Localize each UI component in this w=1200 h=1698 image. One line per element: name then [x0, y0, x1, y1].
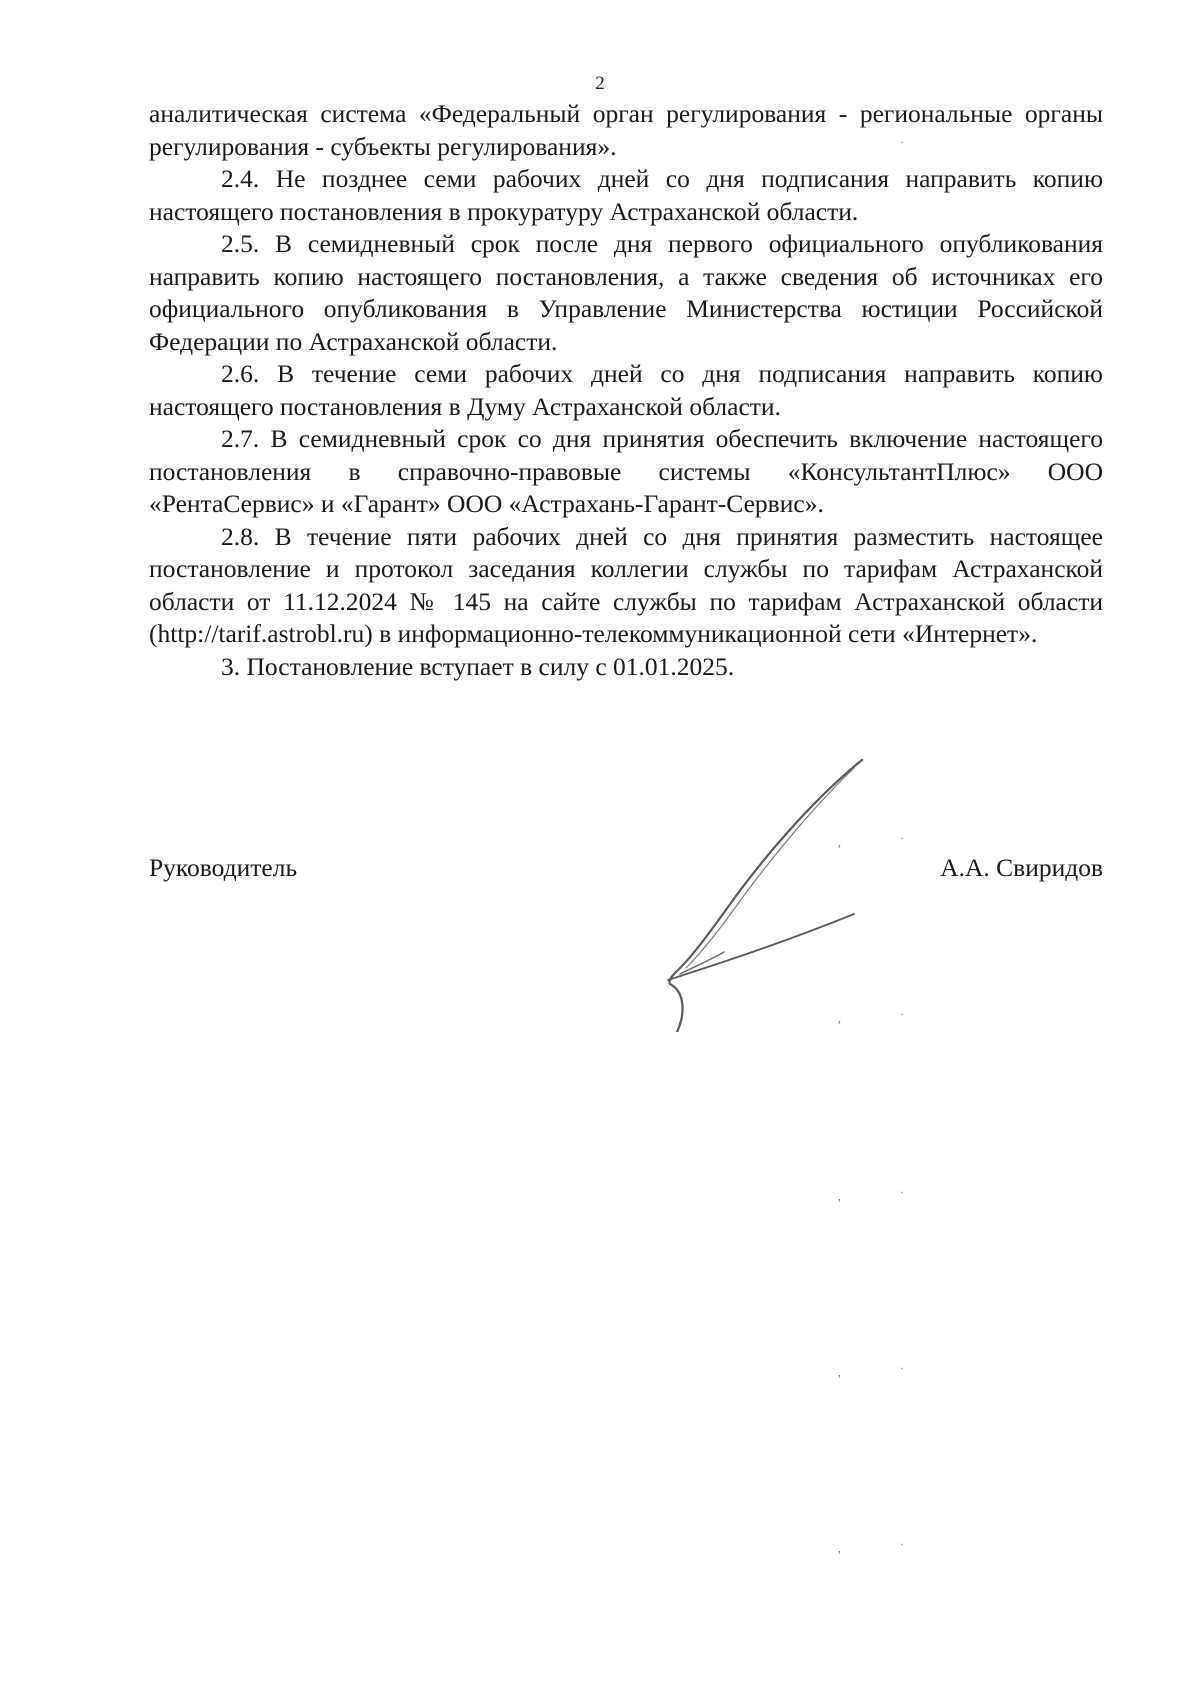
scan-artifact: ,	[838, 1541, 841, 1555]
signature-block	[149, 852, 1103, 892]
signatory-name: А.А. Свиридов	[940, 853, 1103, 882]
paragraph-3: 3. Постановление вступает в силу с 01.01.2025.	[221, 651, 735, 681]
scan-artifact: `	[900, 1011, 904, 1025]
paragraph-2-8: 2.8. В течение пяти рабочих дней со дня принятия разместить настоящее постановление и протокол заседания коллегии службы по тарифам Астраханской области от 11.12.2024 № 145 на сайте службы по тарифам Астраханской области (http://tarif.astrobl.ru) в информационно-телекоммуникационной сети «Интернет».	[149, 521, 1103, 648]
paragraph-2-4: 2.4. Не позднее семи рабочих дней со дня подписания направить копию настоящего постановления в прокуратуру Астраханской области.	[149, 164, 1103, 226]
scan-artifact: `	[900, 1365, 904, 1379]
paragraph-continuation: аналитическая система «Федеральный орган регулирования - региональные органы регулирования - субъекты регулирования».	[149, 99, 1103, 161]
scan-artifact: `	[900, 835, 904, 849]
scan-artifact: `	[900, 139, 904, 153]
scan-artifact: ,	[838, 1189, 841, 1203]
paragraph-2-5: 2.5. В семидневный срок после дня первого официального опубликования направить копию настоящего постановления, а также сведения об источниках его официального опубликования в Управление Министерства юстиции Российской Федерации по Астраханской области.	[149, 229, 1103, 356]
page-number: 2	[595, 73, 605, 94]
scan-artifact: `	[900, 1541, 904, 1555]
scan-artifact: ,	[838, 1365, 841, 1379]
handwritten-signature	[640, 752, 920, 1032]
scan-artifact: ,	[838, 835, 841, 849]
paragraph-2-7: 2.7. В семидневный срок со дня принятия обеспечить включение настоящего постановления в справочно-правовые системы «КонсультантПлюс» ООО «РентаСервис» и «Гарант» ООО «Астрахань-Гарант-Сервис».	[149, 424, 1103, 518]
scan-artifact: ,	[838, 1011, 841, 1025]
scan-artifact: `	[900, 1189, 904, 1203]
paragraph-2-6: 2.6. В течение семи рабочих дней со дня подписания направить копию настоящего постановления в Думу Астраханской области.	[149, 359, 1103, 421]
signatory-position: Руководитель	[149, 853, 298, 882]
document-body	[149, 98, 1103, 683]
